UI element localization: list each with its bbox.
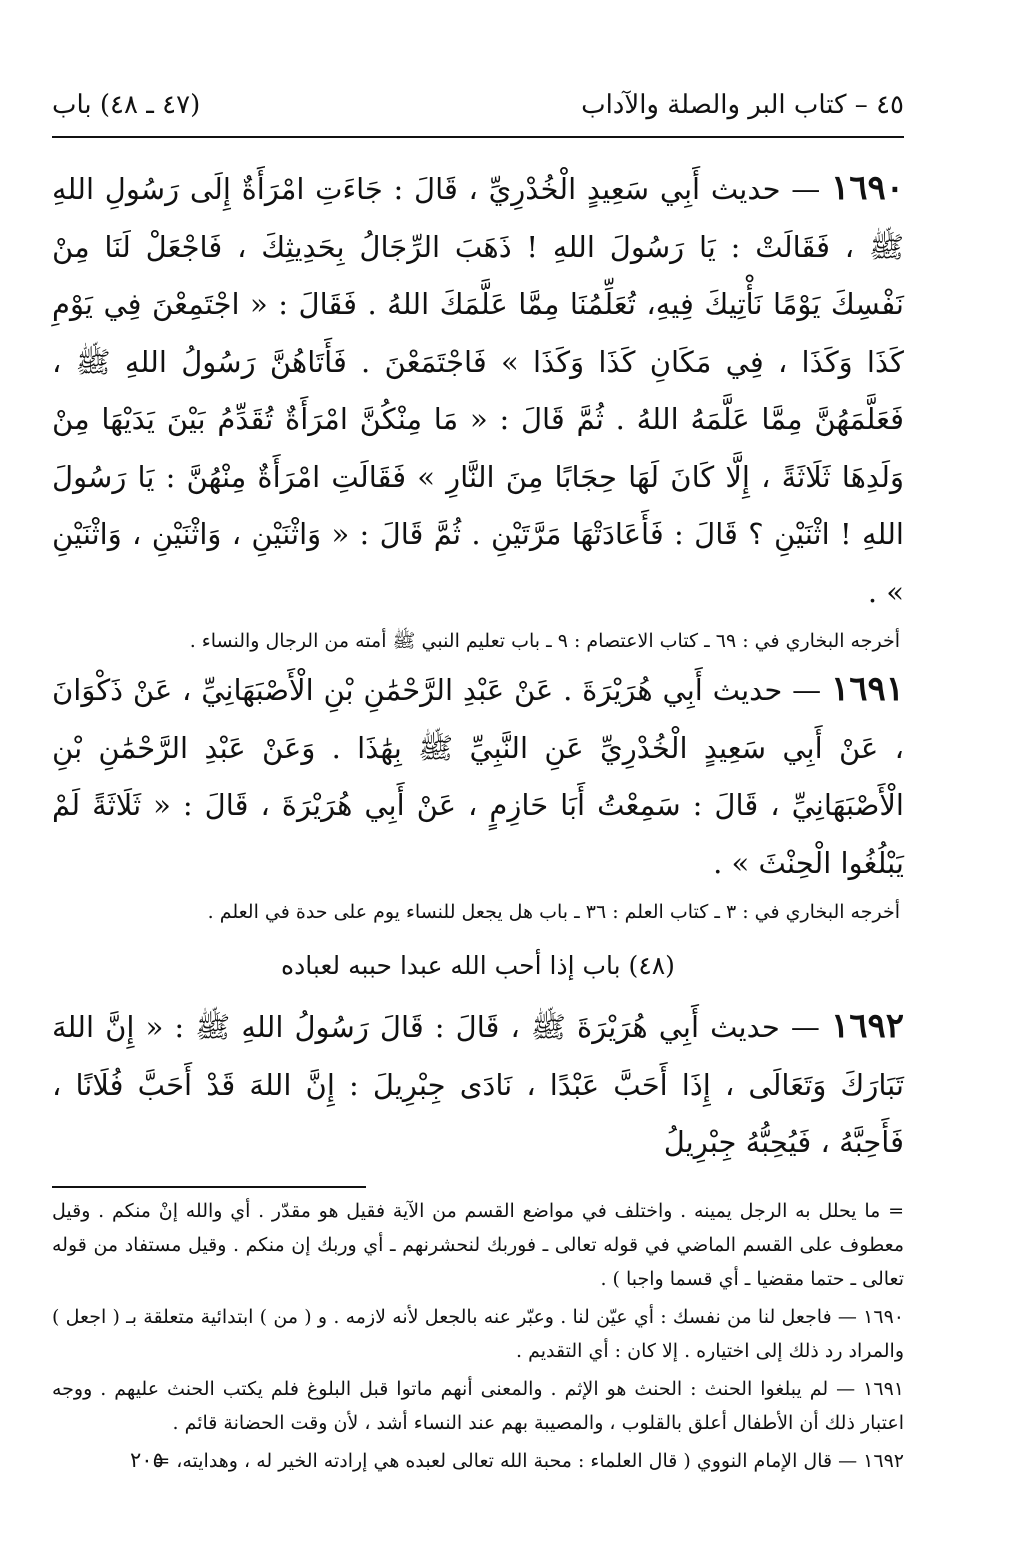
footnote-rule (52, 1186, 366, 1188)
hadith-number: ١٦٩٢ (830, 1006, 904, 1046)
main-text (52, 160, 904, 1172)
hadith-reference: أخرجه البخاري في : ٣ ـ كتاب العلم : ٣٦ ـ باب هل يجعل للنساء يوم على حدة في العلم . (207, 901, 900, 923)
hadith-text: — حديث أَبِي هُرَيْرَةَ ﷺ ، قَالَ : قَالَ رَسُولُ اللهِ ﷺ : « إِنَّ اللهَ تَبَارَكَ وَتَعَالَى ، إِذَا أَحَبَّ عَبْدًا ، نَادَى جِبْرِيلَ : إِنَّ اللهَ قَدْ أَحَبَّ فُلَانًا ، فَأَحِبَّهُ ، فَيُحِبُّهُ جِبْرِيلُ (52, 1010, 904, 1159)
footnote: = ما يحلل به الرجل يمينه . واختلف في مواضع القسم من الآية فقيل هو مقدّر . أي والله إنْ منكم . وقيل معطوف على القسم الماضي في قوله تعالى ـ فوربك لنحشرنهم ـ أي وربك إن منكم . وقيل مستفاد من قوله تعالى ـ حتما مقضيا ـ أي قسما واجبا ) . (52, 1199, 904, 1290)
footnote: ١٦٩١ — لم يبلغوا الحنث : الحنث هو الإثم . والمعنى أنهم ماتوا قبل البلوغ فلم يكتب الحنث عليهم . ووجه اعتبار ذلك أن الأطفال أعلق بالقلوب ، والمصيبة بهم عند النساء أشد ، لأن وقت الحضانة قائم . (52, 1377, 904, 1434)
hadith-reference: أخرجه البخاري في : ٦٩ ـ كتاب الاعتصام : ٩ ـ باب تعليم النبي ﷺ أمته من الرجال والنساء . (189, 630, 900, 652)
header-book-title: ٤٥ – كتاب البر والصلة والآداب (581, 90, 904, 120)
hadith-1692 (52, 998, 904, 1172)
running-header (52, 90, 904, 130)
header-chapter-range: (٤٧ ـ ٤٨) باب (52, 90, 201, 120)
footnotes (52, 1194, 904, 1478)
hadith-text: — حديث أَبِي هُرَيْرَةَ . عَنْ عَبْدِ الرَّحْمَٰنِ بْنِ الْأَصْبَهَانِيِّ ، عَنْ ذَكْوَانَ ، عَنْ أَبِي سَعِيدٍ الْخُدْرِيِّ عَنِ النَّبِيِّ ﷺ بِهَٰذَا . وَعَنْ عَبْدِ الرَّحْمَٰنِ بْنِ الْأَصْبَهَانِيِّ ، قَالَ : سَمِعْتُ أَبَا حَازِمٍ ، عَنْ أَبِي هُرَيْرَةَ ، قَالَ : « ثَلَاثَةً لَمْ يَبْلُغُوا الْحِنْثَ » . (52, 673, 904, 880)
hadith-text: — حديث أَبِي سَعِيدٍ الْخُدْرِيِّ ، قَالَ : جَاءَتِ امْرَأَةٌ إِلَى رَسُولِ اللهِ ﷺ ، فَقَالَتْ : يَا رَسُولَ اللهِ ! ذَهَبَ الرِّجَالُ بِحَدِيثِكَ ، فَاجْعَلْ لَنَا مِنْ نَفْسِكَ يَوْمًا نَأْتِيكَ فِيهِ، تُعَلِّمُنَا مِمَّا عَلَّمَكَ اللهُ . فَقَالَ : « اجْتَمِعْنَ فِي يَوْمِ كَذَا وَكَذَا ، فِي مَكَانِ كَذَا وَكَذَا » فَاجْتَمَعْنَ . فَأَتَاهُنَّ رَسُولُ اللهِ ﷺ ، فَعَلَّمَهُنَّ مِمَّا عَلَّمَهُ اللهُ . ثُمَّ قَالَ : « مَا مِنْكُنَّ امْرَأَةٌ تُقَدِّمُ بَيْنَ يَدَيْهَا مِنْ وَلَدِهَا ثَلَاثَةً ، إِلَّا كَانَ لَهَا حِجَابًا مِنَ النَّارِ » فَقَالَتِ امْرَأَةٌ مِنْهُنَّ : يَا رَسُولَ اللهِ ! اثْنَيْنِ ؟ قَالَ : فَأَعَادَتْهَا مَرَّتَيْنِ . ثُمَّ قَالَ : « وَاثْنَيْنِ ، وَاثْنَيْنِ ، وَاثْنَيْنِ » . (52, 172, 904, 609)
footnote: ١٦٩٠ — فاجعل لنا من نفسك : أي عيّن لنا . وعبّر عنه بالجعل لأنه لازمه . و ( من ) ابتدائية متعلقة بـ ( اجعل ) والمراد رد ذلك إلى اختياره . إلا كان : أي التقديم . (52, 1305, 904, 1362)
hadith-number: ١٦٩٠ (830, 168, 904, 208)
hadith-1690 (52, 160, 904, 621)
hadith-number: ١٦٩١ (830, 669, 904, 709)
header-rule (52, 136, 904, 138)
page (52, 90, 904, 1482)
hadith-1691 (52, 661, 904, 892)
footnote: ١٦٩٢ — قال الإمام النووي ( قال العلماء : محبة الله تعالى لعبده هي إرادته الخير له ، وهدايته، = (154, 1449, 904, 1472)
page-number: ٢٠٥ (130, 1448, 164, 1472)
chapter-heading: (٤٨) باب إذا أحب الله عبدا حببه لعباده (281, 951, 675, 980)
